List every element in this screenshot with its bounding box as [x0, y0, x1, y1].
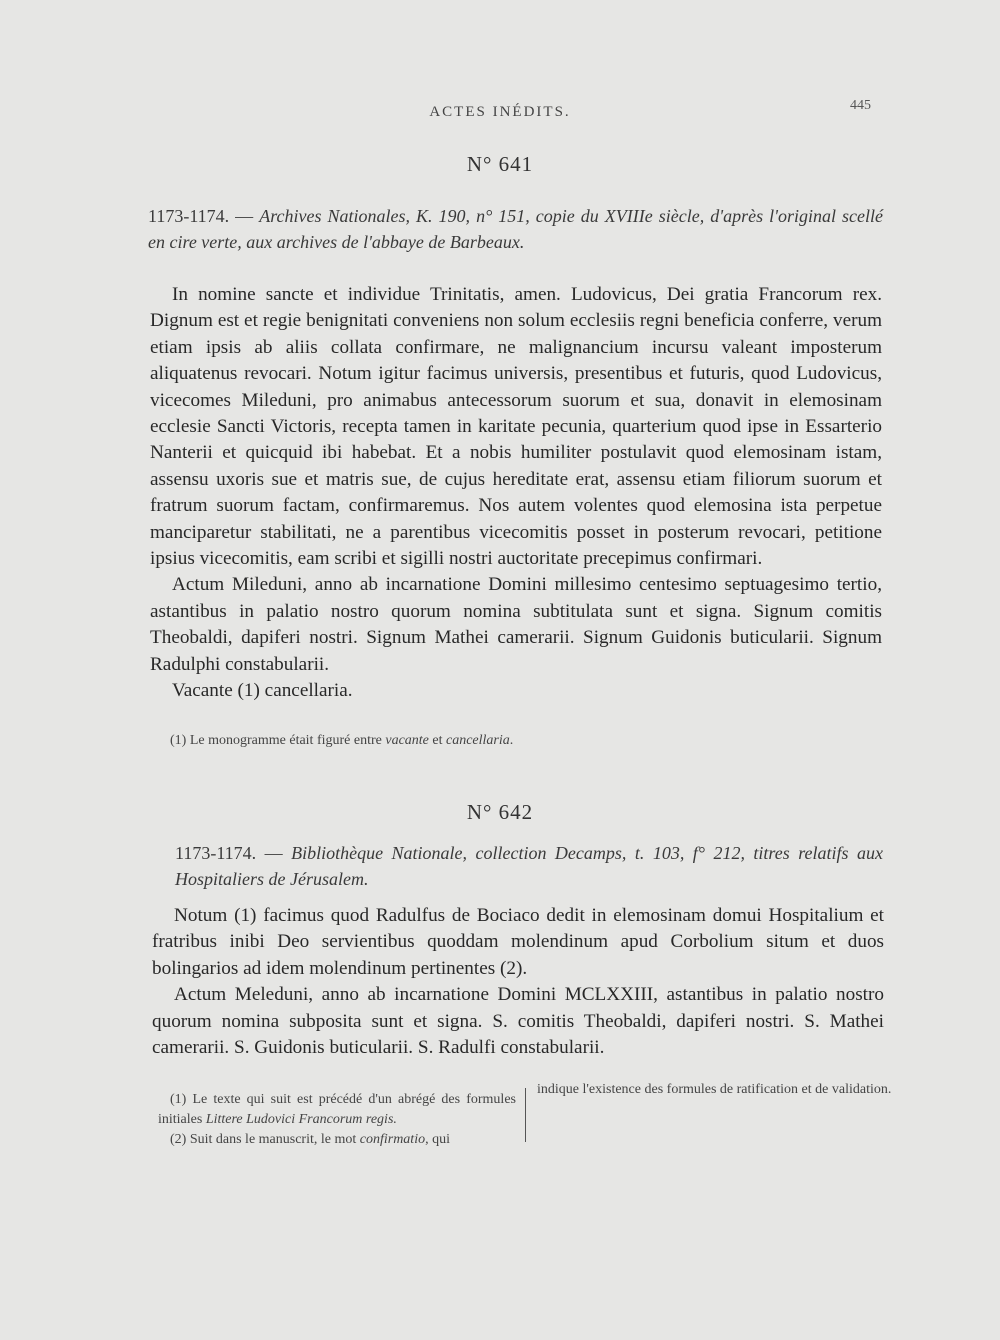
footnote-text: et: [428, 733, 446, 748]
running-head: ACTES INÉDITS.: [429, 104, 571, 120]
source-citation-642: [175, 840, 883, 892]
footnote-1: [158, 1090, 516, 1130]
source-reference: Archives Nationales, K. 190, n° 151, copie du XVIIIe siècle, d'après l'original scellé en cire verte, aux archives de l'abbaye de Barbeaux.: [148, 206, 883, 252]
document-number-642: N° 642: [466, 800, 534, 824]
footnotes-left-column: [158, 1090, 516, 1150]
footnote-2: [158, 1130, 516, 1150]
footnote-text: .: [509, 733, 514, 748]
charter-text-641: [150, 282, 882, 705]
footnote-italic: Littere Ludovici Francorum regis.: [205, 1112, 397, 1127]
footnote-italic: vacante: [385, 733, 429, 748]
charter-text-642: [152, 903, 884, 1061]
footnote-text: indique l'existence des formules de ratification et de validation.: [537, 1082, 892, 1097]
column-divider: [525, 1088, 526, 1142]
source-reference: Bibliothèque Nationale, collection Decamps, t. 103, f° 212, titres relatifs aux Hospitaliers de Jérusalem.: [175, 843, 883, 889]
charter-paragraph: In nomine sancte et individue Trinitatis, amen. Ludovicus, Dei gratia Francorum rex. Dignum est et regie benignitati conveniens non solum ecclesiis regni beneficia conferre, verum etiam ipsis ab aliis collata confirmare, ne malignancium incursu valeant imposterum aliquatenus revocari. Notum igitur facimus universis, presentibus et futuris, quod Ludovicus, vicecomes Mileduni, pro animabus antecessorum suorum et sua, donavit in elemosinam ecclesie Sancti Victoris, recepta tamen in karitate pecunia, quarterium quod ipse in Essarterio Nanterii et quicquid ibi habebat. Et a nobis humiliter postulavit quod elemosinam istam, assensu uxoris sue et matris sue, de cujus hereditate erat, assensu etiam filiorum suorum et fratrum suorum factam, confirmaremus. Nos autem volentes quod elemosina ista perpetue manciparetur stabilitati, ne a parentibus vicecomitis posset in posterum revocari, petitione ipsius vicecomitis, eam scribi et sigilli nostri auctoritate precepimus confirmari.: [150, 284, 882, 570]
charter-paragraph: Vacante (1) cancellaria.: [172, 680, 353, 702]
footnote-italic: confirmatio: [359, 1132, 426, 1147]
page-number: 445: [850, 98, 871, 113]
footnote-text: , qui: [425, 1132, 450, 1147]
footnotes-right-column: [537, 1080, 892, 1100]
footnote-text: (1) Le texte qui suit est précédé d'un abrégé des formules initiales: [158, 1092, 516, 1127]
charter-paragraph: Actum Meleduni, anno ab incarnatione Domini MCLXXIII, astantibus in palatio nostro quorum nomina subposita sunt et signa. S. comitis Theobaldi, dapiferi nostri. S. Mathei camerarii. S. Guidonis buticularii. S. Radulfi constabularii.: [152, 984, 884, 1059]
charter-paragraph: Actum Mileduni, anno ab incarnatione Domini millesimo centesimo septuagesimo tertio, astantibus in palatio nostro quorum nomina subtitulata sunt et signa. Signum comitis Theobaldi, dapiferi nostri. Signum Mathei camerarii. Signum Guidonis buticularii. Signum Radulphi constabularii.: [150, 574, 882, 675]
charter-paragraph: Notum (1) facimus quod Radulfus de Bociaco dedit in elemosinam domui Hospitalium et fratribus inibi Deo servientibus quoddam molendinum apud Corbolium situm et duos bolingarios ad idem molendinum pertinentes (2).: [152, 905, 884, 979]
footnote-italic: cancellaria: [446, 733, 510, 748]
footnote-text: (1) Le monogramme était figuré entre: [170, 733, 386, 748]
source-citation-641: [148, 203, 883, 255]
source-date: 1173-1174. —: [175, 843, 283, 863]
footnote-text: (2) Suit dans le manuscrit, le mot: [170, 1132, 360, 1147]
footnote-641: [170, 731, 870, 751]
document-number-641: N° 641: [466, 152, 534, 176]
source-date: 1173-1174. —: [148, 206, 254, 226]
